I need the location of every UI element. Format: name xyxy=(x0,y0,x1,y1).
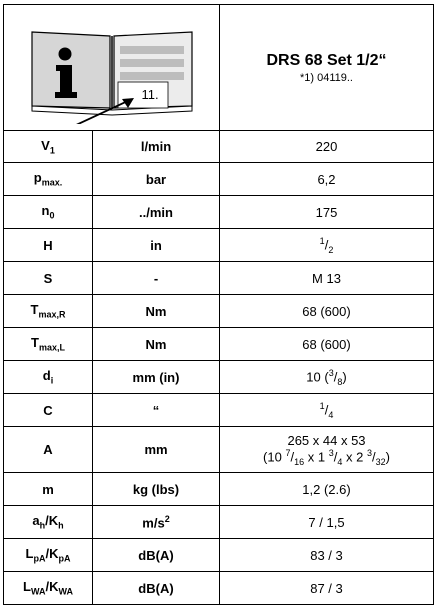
table-row xyxy=(4,295,434,328)
table-row xyxy=(4,163,434,196)
model-note: *1) 04119.. xyxy=(299,71,353,84)
info-manual-icon xyxy=(12,12,212,124)
symbol-cell: $d_i$ xyxy=(4,361,93,394)
unit-cell: Nm xyxy=(93,295,220,328)
manual-illustration-cell xyxy=(4,5,220,131)
unit-cell: dB(A) xyxy=(93,539,220,572)
symbol-cell: S xyxy=(4,262,93,295)
symbol-cell: m xyxy=(4,473,93,506)
unit-cell: - xyxy=(93,262,220,295)
value-cell: 1,2 (2.6) xyxy=(220,473,434,506)
unit-cell: kg (lbs) xyxy=(93,473,220,506)
unit-cell: l/min xyxy=(93,131,220,163)
table-row xyxy=(4,539,434,572)
value-cell: 7 / 1,5 xyxy=(220,506,434,539)
table-row xyxy=(4,572,434,605)
symbol-cell: A xyxy=(4,427,93,473)
model-title: DRS 68 Set 1/2“ xyxy=(266,51,387,69)
value-cell: 68 (600) xyxy=(220,295,434,328)
dimensions-in: (10 $^7/_{16}$ x 1 $^3/_4$ x 2 $^3/_{32}$) xyxy=(263,447,390,467)
unit-cell: in xyxy=(93,229,220,262)
symbol-cell: $V_1$ xyxy=(4,131,93,163)
value-cell: 175 xyxy=(220,196,434,229)
table-row xyxy=(4,229,434,262)
symbol-cell: $T_{max,R}$ xyxy=(4,295,93,328)
value-cell: 10 $(^3/_8)$ xyxy=(220,361,434,394)
unit-cell: ../min xyxy=(93,196,220,229)
table-row xyxy=(4,506,434,539)
unit-cell: bar xyxy=(93,163,220,196)
table-row xyxy=(4,262,434,295)
symbol-cell: $a_h/K_h$ xyxy=(4,506,93,539)
symbol-cell: $T_{max,L}$ xyxy=(4,328,93,361)
value-cell: 6,2 xyxy=(220,163,434,196)
table-row xyxy=(4,131,434,163)
value-cell xyxy=(220,427,434,473)
table-row xyxy=(4,328,434,361)
symbol-cell: $n_0$ xyxy=(4,196,93,229)
symbol-cell: $L_{pA}/K_{pA}$ xyxy=(4,539,93,572)
value-cell: $^1/_4$ xyxy=(220,394,434,427)
value-cell: 220 xyxy=(220,131,434,163)
value-cell: 68 (600) xyxy=(220,328,434,361)
symbol-cell: $p_{max.}$ xyxy=(4,163,93,196)
table-row xyxy=(4,361,434,394)
value-cell: 87 / 3 xyxy=(220,572,434,605)
dimensions-mm: 265 x 44 x 53 xyxy=(287,432,366,448)
symbol-cell: C xyxy=(4,394,93,427)
table-row xyxy=(4,473,434,506)
table-row xyxy=(4,427,434,473)
unit-cell: Nm xyxy=(93,328,220,361)
unit-cell: “ xyxy=(93,394,220,427)
symbol-cell: $L_{WA}/K_{WA}$ xyxy=(4,572,93,605)
table-row xyxy=(4,196,434,229)
spec-table xyxy=(3,4,434,605)
value-cell: M 13 xyxy=(220,262,434,295)
unit-cell: mm xyxy=(93,427,220,473)
model-cell xyxy=(220,5,434,131)
value-cell: $^1/_2$ xyxy=(220,229,434,262)
unit-cell: mm (in) xyxy=(93,361,220,394)
unit-cell: dB(A) xyxy=(93,572,220,605)
page-reference-label: 11. xyxy=(141,86,159,102)
unit-cell: $m/s^2$ xyxy=(93,506,220,539)
symbol-cell: H xyxy=(4,229,93,262)
table-row xyxy=(4,394,434,427)
value-cell: 83 / 3 xyxy=(220,539,434,572)
header-row xyxy=(4,5,434,131)
